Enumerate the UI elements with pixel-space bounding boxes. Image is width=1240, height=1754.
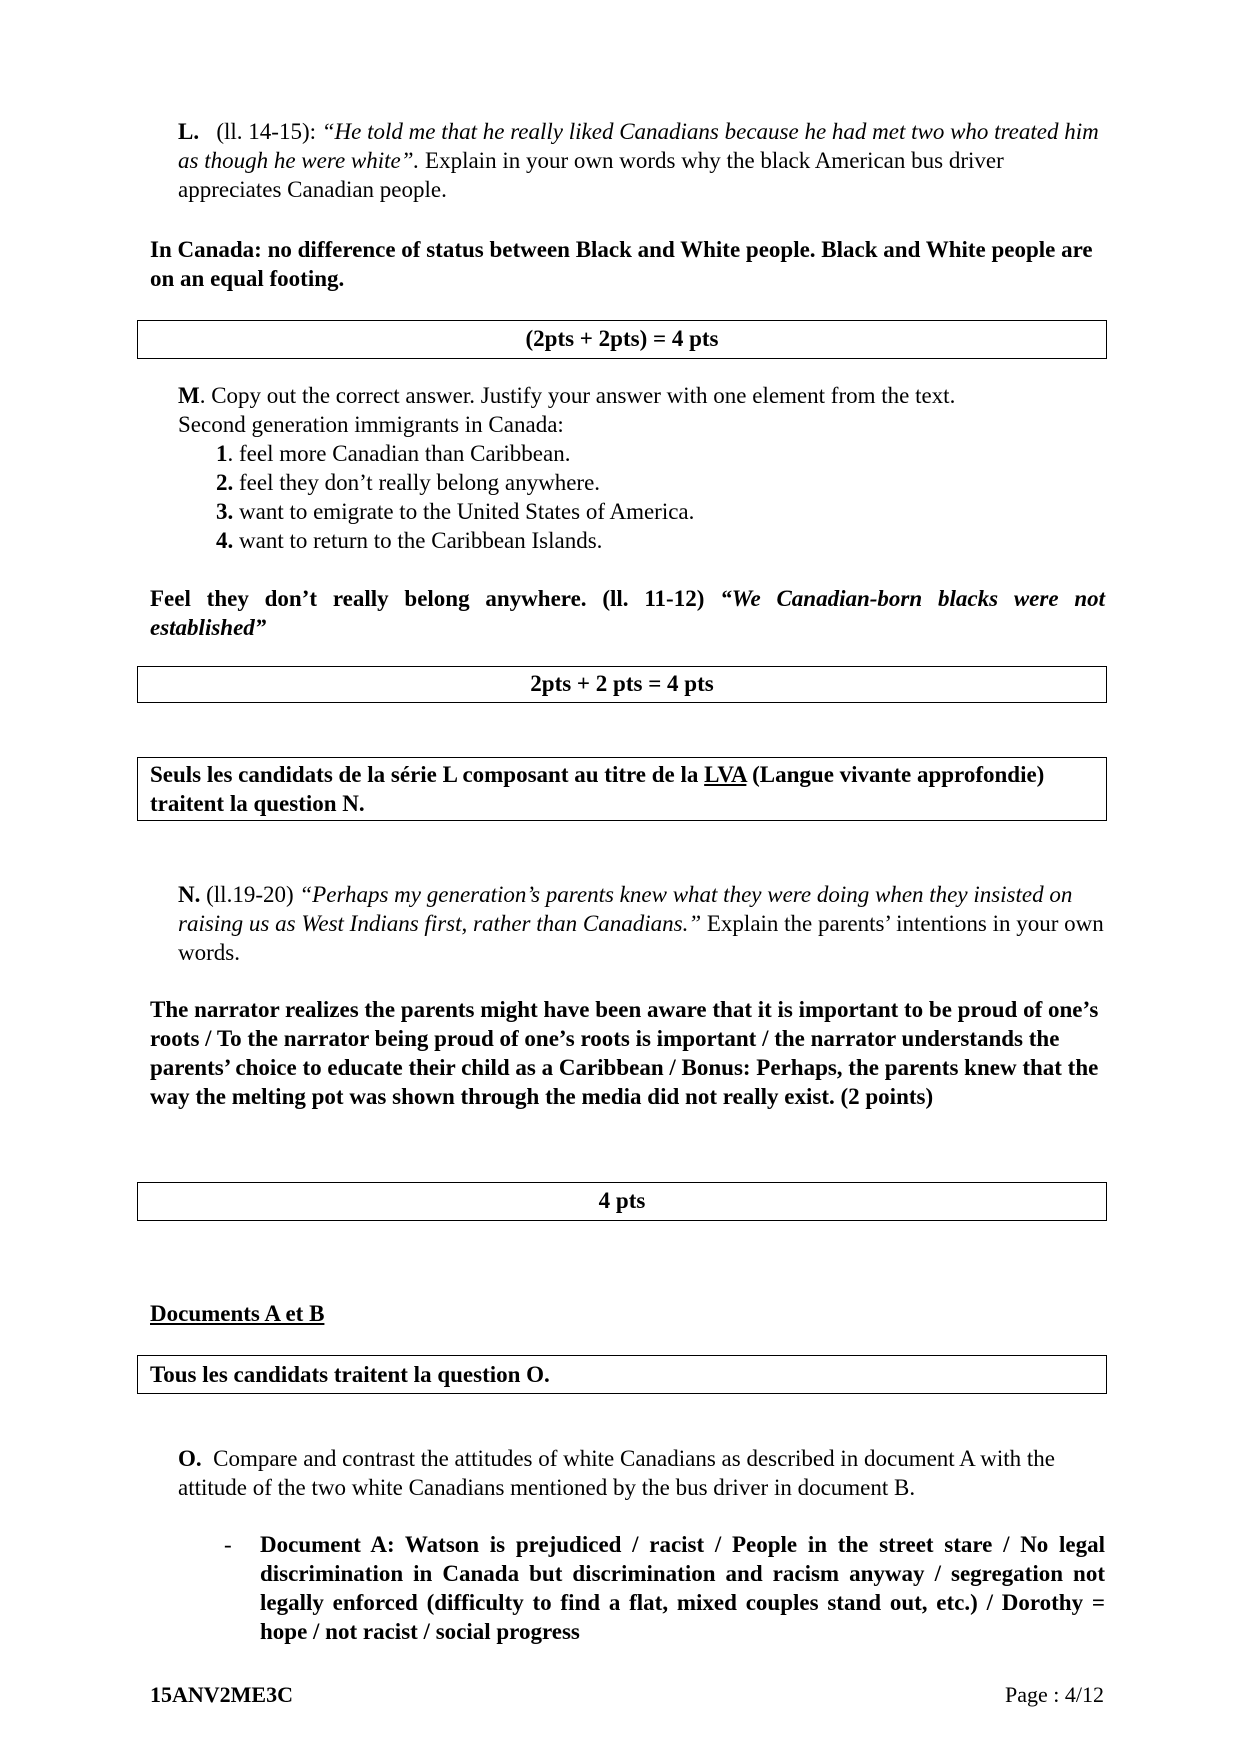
points-n: 4 pts [598,1188,646,1213]
option-4: 4. want to return to the Caribbean Islands. [216,528,603,553]
question-o-instruction: Compare and contrast the attitudes of white Canadians as described in document A with the attitude of the two white Canadians mentioned by the bus driver in document B. [178,1446,1055,1500]
question-m-instruction: . Copy out the correct answer. Justify your answer with one element from the text. [199,383,956,408]
question-n-label: N. [178,882,201,907]
question-l [178,117,1108,204]
option-3: 3. want to emigrate to the United States of America. [216,499,695,524]
points-l: (2pts + 2pts) = 4 pts [525,326,719,351]
answer-l: In Canada: no difference of status between Black and White people. Black and White people are on an equal footing. [150,237,1093,291]
answer-m [150,584,1105,642]
points-box-m [137,666,1107,703]
answer-m-quote: “We Canadian-born blacks were not established” [150,586,1106,640]
option-2: 2. feel they don’t really belong anywhere. [216,470,601,495]
question-l-label: L. [178,119,200,144]
question-o [178,1444,1108,1502]
notice-n: Seuls les candidats de la série L composant au titre de la LVA (Langue vivante approfondie) traitent la question N. [137,757,1107,821]
question-m [178,381,1108,439]
section-heading: Documents A et B [150,1301,325,1326]
question-m-stem: Second generation immigrants in Canada: [178,412,564,437]
points-box-l [137,320,1107,359]
points-box-n [137,1182,1107,1221]
question-n-ref: (ll.19-20) [206,882,294,907]
option-1: 1. feel more Canadian than Caribbean. [216,441,571,466]
notice-o: Tous les candidats traitent la question O. [137,1355,1107,1394]
question-n-instruction: Explain the parents’ intentions in your own words. [178,911,1104,965]
answer-m-text: Feel they don’t really belong anywhere. (ll. 11-12) [150,586,705,611]
question-o-label: O. [178,1446,202,1471]
answer-n: The narrator realizes the parents might have been aware that it is important to be proud of one’s roots / To the narrator being proud of one’s roots is important / the narrator understands the parents’ choice to educate their child as a Caribbean / Bonus: Perhaps, the parents knew that the way the melting pot was shown through the media did not really exist. (2 points) [150,997,1099,1109]
footer-code: 15ANV2ME3C [150,1682,293,1707]
lva-underlined: LVA [704,762,747,787]
question-l-ref: (ll. 14-15): [216,119,316,144]
answer-o: Document A: Watson is prejudiced / racist / People in the street stare / No legal discrimination in Canada but discrimination and racism anyway / segregation not legally enforced (difficulty to find a flat, mixed couples stand out, etc.) / Dorothy = hope / not racist / social progress [260,1532,1105,1644]
question-m-label: M [178,383,200,408]
question-l-quote: “He told me that he really liked Canadians because he had met two who treated him as though he were white”. [178,119,1099,173]
answer-o-dash: - [224,1532,232,1557]
question-m-options [216,439,1096,555]
question-n [178,880,1108,967]
footer-page: Page : 4/12 [1005,1682,1104,1707]
question-n-quote: “Perhaps my generation’s parents knew what they were doing when they insisted on raising us as West Indians first, rather than Canadians.” [178,882,1073,936]
question-l-instruction: Explain in your own words why the black American bus driver appreciates Canadian people. [178,148,1004,202]
points-m: 2pts + 2 pts = 4 pts [530,671,714,696]
